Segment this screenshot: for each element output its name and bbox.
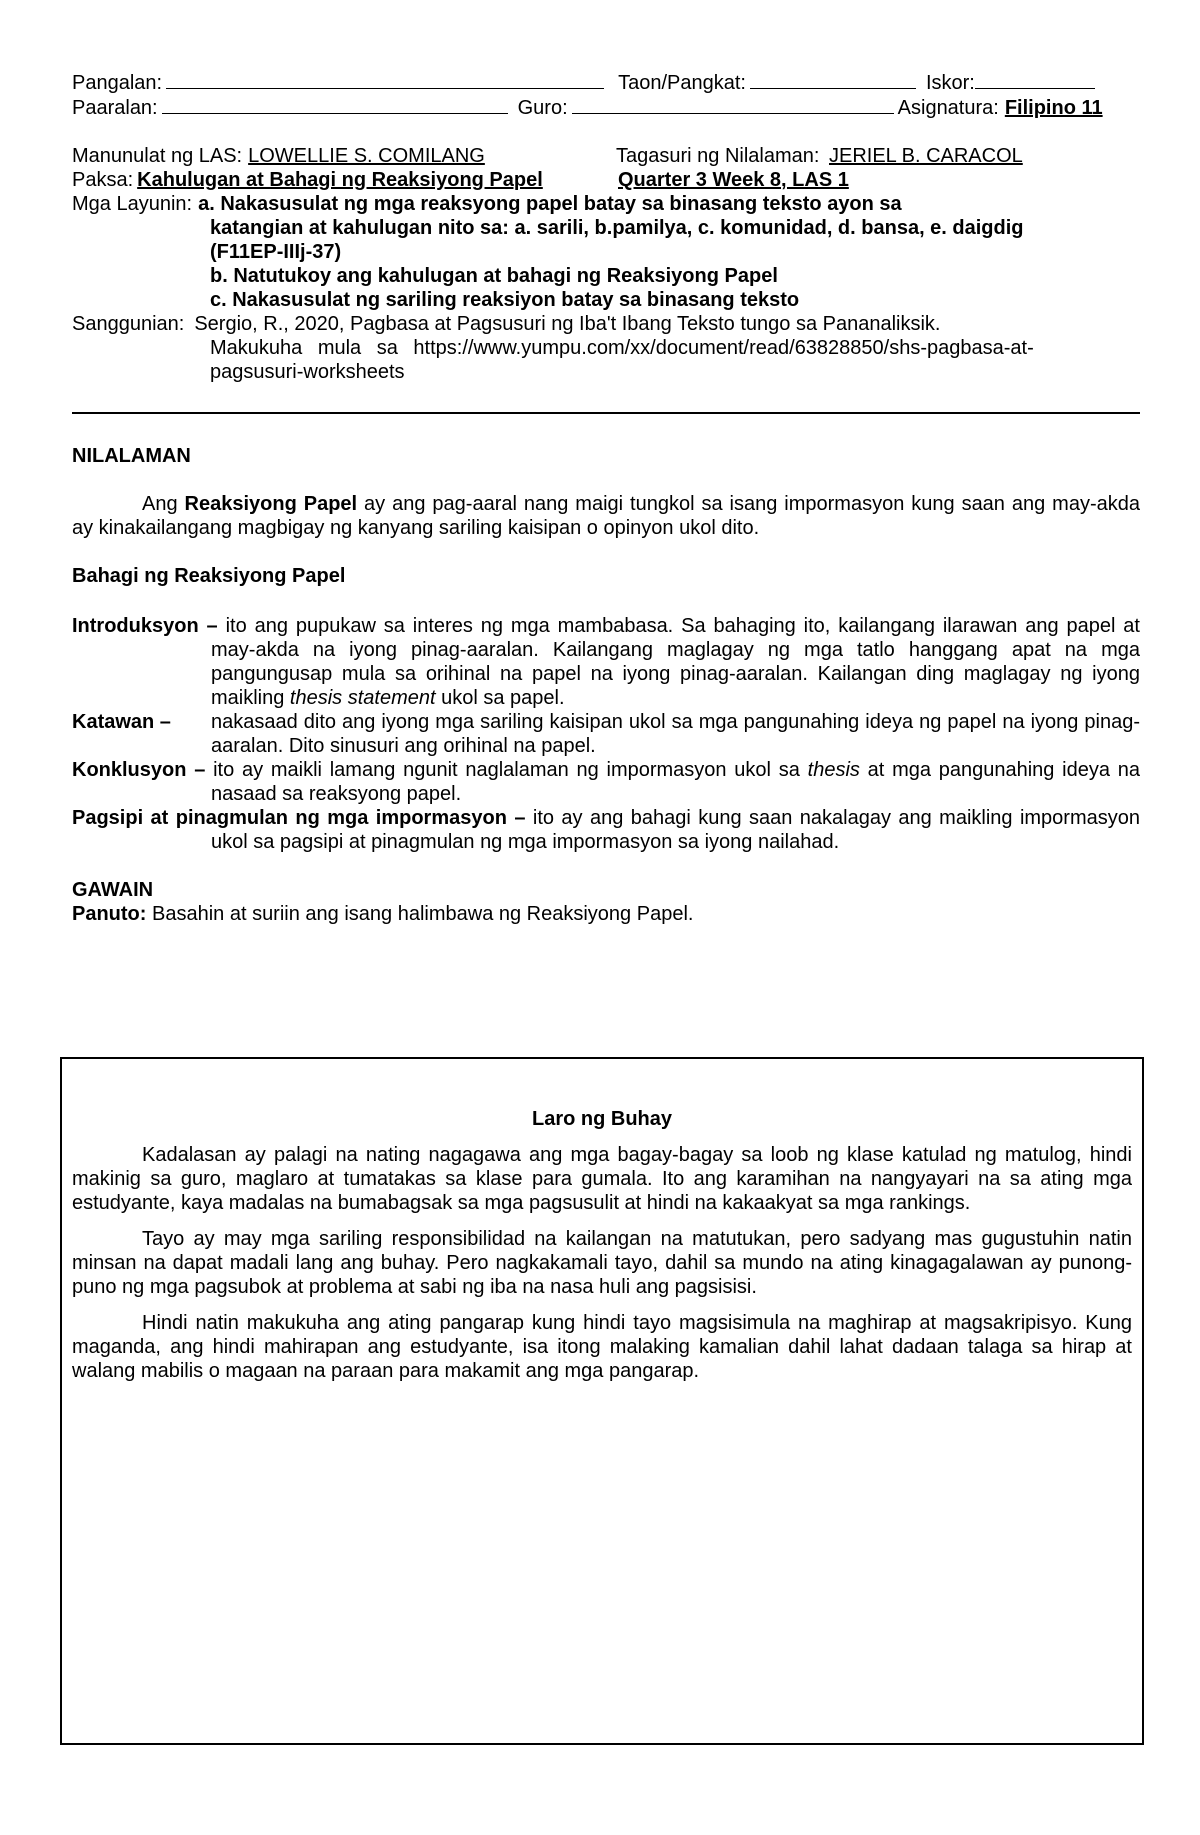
- nilalaman-paragraph: Ang Reaksiyong Papel ay ang pag-aaral nang maigi tungkol sa isang impormasyon kung saan ang may-akda ay kinakailangang magbigay ng kanyang sariling kaisipan o opinyon ukol dito.: [72, 493, 1140, 539]
- reference-label: Sanggunian:: [72, 313, 185, 335]
- reference-row: [72, 312, 1140, 336]
- header-row-2: [72, 95, 1140, 120]
- reference-line-3: pagsusuri-worksheets: [210, 361, 405, 383]
- introduksyon-item: Introduksyon – ito ang pupukaw sa interes ng mga mambabasa. Sa bahaging ito, kailangang ilarawan ang papel at may-akda na iyong pinag-aaralan. Kailangang maglagay ng mga tatlo hanggang apat na mga pangungusap mula sa orihinal na papel na iyong pinag-aaralan. Kailangan ding maglagay ng iyong maikling thesis statement ukol sa papel.: [72, 615, 1140, 709]
- konklusyon-item: Konklusyon – ito ay maikli lamang ngunit naglalaman ng impormasyon ukol sa thesis at mga pangunahing ideya na nasaad sa reaksyong papel.: [72, 759, 1140, 805]
- pagsipi-item: Pagsipi at pinagmulan ng mga impormasyon – ito ay ang bahagi kung saan nakalagay ang maikling impormasyon ukol sa pagsipi at pinagmulan ng mga impormasyon sa iyong nailahad.: [72, 807, 1140, 853]
- katawan-item: Katawan – nakasaad dito ang iyong mga sariling kaisipan ukol sa mga pangunahing ideya ng papel na iyong pinag-aaralan. Dito sinusuri ang orihinal na papel.: [72, 711, 1140, 757]
- teacher-blank[interactable]: [572, 95, 894, 114]
- essay-paragraph-2: Tayo ay may mga sariling responsibilidad na kailangan na matutukan, pero sadyang mas gugustuhin natin minsan na dapat madali lang ang buhay. Pero nagkakamali tayo, dahil sa mundo na ating kinagagalawan ay punong-puno ng mga pagsubok at problema at sabi ng iba na nasa huli ang pagsisisi.: [72, 1228, 1132, 1298]
- teacher-label: Guro:: [517, 97, 568, 119]
- nilalaman-title: NILALAMAN: [72, 445, 191, 467]
- pagsipi-label: Pagsipi at pinagmulan ng mga impormasyon –: [72, 807, 526, 829]
- year-blank[interactable]: [750, 70, 916, 89]
- reference-line-1: Sergio, R., 2020, Pagbasa at Pagsusuri ng Iba't Ibang Teksto tungo sa Pananaliksik.: [194, 313, 941, 335]
- konklusyon-label: Konklusyon –: [72, 759, 206, 781]
- introduksyon-label: Introduksyon –: [72, 615, 218, 637]
- objectives-row: [72, 192, 1140, 216]
- subject-label: Asignatura:: [897, 97, 999, 119]
- gawain-title: GAWAIN: [72, 879, 154, 901]
- essay-box: [60, 1057, 1144, 1745]
- topic-row: [72, 168, 1140, 192]
- score-blank[interactable]: [975, 70, 1095, 89]
- topic-label: Paksa:: [72, 169, 134, 191]
- year-label: Taon/Pangkat:: [618, 72, 746, 94]
- bahagi-title: Bahagi ng Reaksiyong Papel: [72, 565, 346, 587]
- katawan-label: Katawan –: [72, 711, 171, 733]
- reviewer-group: [616, 144, 1023, 168]
- subject-value: Filipino 11: [1004, 97, 1103, 119]
- school-blank[interactable]: [162, 95, 508, 114]
- essay-paragraph-3: Hindi natin makukuha ang ating pangarap kung hindi tayo magsisimula na maghirap at magsakripisyo. Kung maganda, ang hindi mahirapan ang estudyante, isa itong malaking kamalian dahil lahat dadaan talaga sa hirap at walang mabilis o magaan na paraan para makamit ang mga pangarap.: [72, 1312, 1132, 1382]
- reaksiyong-papel-term: Reaksiyong Papel: [184, 493, 358, 515]
- objective-c: c. Nakasusulat ng sariling reaksiyon batay sa binasang teksto: [210, 289, 800, 311]
- author-value: LOWELLIE S. COMILANG: [248, 145, 485, 167]
- quarter-value: Quarter 3 Week 8, LAS 1: [618, 169, 849, 191]
- objective-b: b. Natutukoy ang kahulugan at bahagi ng Reaksiyong Papel: [210, 265, 778, 287]
- author-row: [72, 144, 1140, 168]
- objective-a-line-3: (F11EP-IIIj-37): [210, 241, 342, 263]
- topic-value: Kahulugan at Bahagi ng Reaksiyong Papel: [137, 169, 543, 191]
- school-label: Paaralan:: [72, 97, 158, 119]
- author-label: Manunulat ng LAS:: [72, 145, 243, 167]
- section-divider: [72, 412, 1140, 414]
- score-label: Iskor:: [925, 72, 975, 94]
- reviewer-label: Tagasuri ng Nilalaman:: [616, 145, 820, 167]
- panuto-label: Panuto:: [72, 903, 147, 925]
- reference-line-2: Makukuha mula sa https://www.yumpu.com/xx/document/read/63828850/shs-pagbasa-at-: [210, 337, 1034, 359]
- bahagi-list: [72, 614, 1140, 854]
- essay-paragraph-1: Kadalasan ay palagi na nating nagagawa ang mga bagay-bagay sa loob ng klase katulad ng matulog, hindi makinig sa guro, maglaro at tumatakas sa klase para gumala. Ito ang karamihan na nangyayari na sa ating mga estudyante, kaya madalas na bumabagsak sa mga pagsusulit at hindi na kakaakyat sa mga rankings.: [72, 1144, 1132, 1214]
- name-blank[interactable]: [166, 70, 604, 89]
- reviewer-value: JERIEL B. CARACOL: [829, 145, 1023, 167]
- objectives-label: Mga Layunin:: [72, 193, 193, 215]
- objective-a-line-1: a. Nakasusulat ng mga reaksyong papel batay sa binasang teksto ayon sa: [198, 193, 902, 215]
- objective-a-line-2: katangian at kahulugan nito sa: a. sarili, b.pamilya, c. komunidad, d. bansa, e. daigdig: [210, 217, 1024, 239]
- header-row-1: [72, 70, 1140, 95]
- gawain-instruction: Panuto: Basahin at suriin ang isang halimbawa ng Reaksiyong Papel.: [72, 903, 694, 925]
- worksheet-page: [72, 70, 1140, 926]
- essay-title: Laro ng Buhay: [531, 1108, 672, 1130]
- name-label: Pangalan:: [72, 72, 163, 94]
